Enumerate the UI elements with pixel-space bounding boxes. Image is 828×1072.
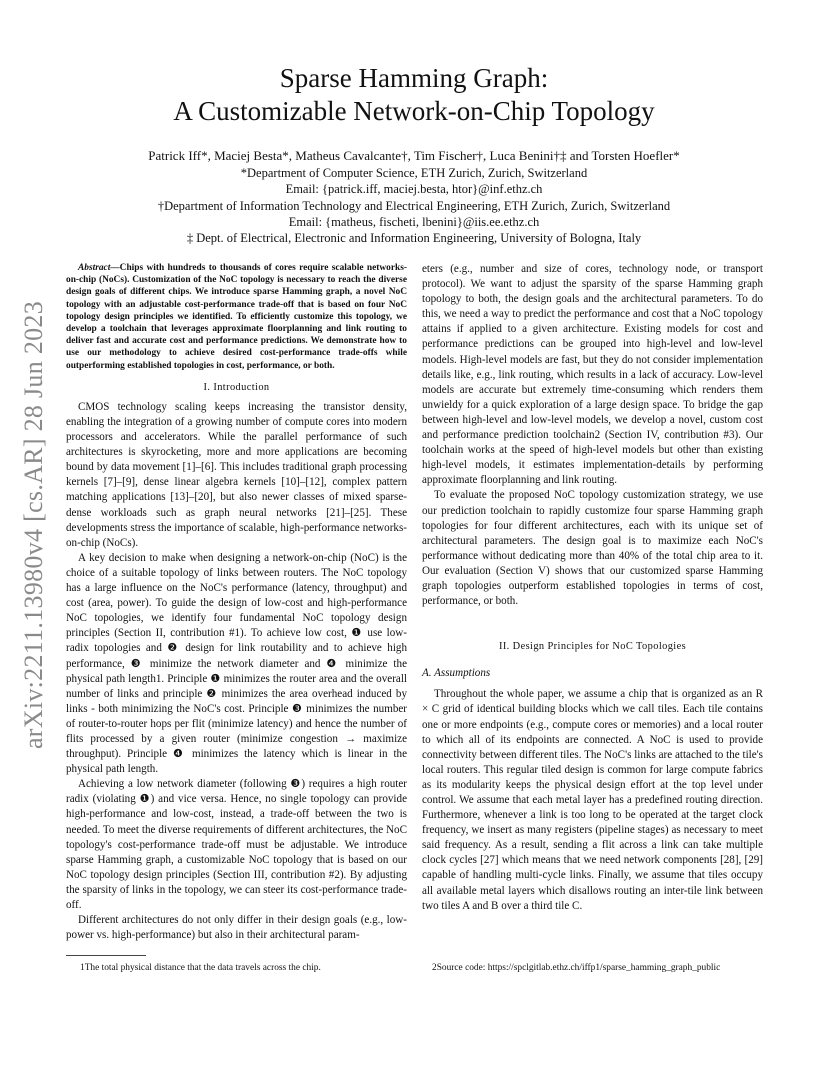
subsection-heading-assumptions: A. Assumptions (422, 667, 491, 680)
arxiv-identifier: arXiv:2211.13980v4 [cs.AR] 28 Jun 2023 (19, 300, 48, 750)
affiliation-2: †Department of Information Technology and Electrical Engineering, ETH Zurich, Zurich, Switzerland (157, 198, 671, 213)
footnote-1: 1The total physical distance that the data travels across the chip. (80, 963, 321, 973)
right-column (422, 262, 763, 914)
affiliation-3: ‡ Dept. of Electrical, Electronic and Information Engineering, University of Bologna, Italy (186, 231, 642, 246)
assumptions-paragraph: Throughout the whole paper, we assume a chip that is organized as an R × C grid of identical building blocks which we call tiles. Each tile contains one or more endpoints (e.g., compute cores or memories) and a local router to which all of its endpoints are connected. A NoC is used to provide connectivity between different tiles. The NoC's links are attached to the tile's local routers. This regular tiled design is common for large compute fabrics as its modularity keeps the physical design effort at the top level under control. We assume that each metal layer has a predefined routing direction. Furthermore, whenever a link is too long to be operated at the target clock frequency, we insert as many registers (pipeline stages) as necessary to meet said frequency. As a result, sending a flit across a link can take multiple clock cycles [27] which means that we need network components [28], [29] capable of handling multi-cycle links. Finally, we assume that tiles occupy all available metal layers which disallows routing an inter-tile link between two tiles A and B over a third tile C. (422, 688, 763, 912)
left-column (66, 262, 407, 943)
right-paragraph-2: To evaluate the proposed NoC topology customization strategy, we use our prediction toolchain to rapidly customize four sparse Hamming graph topologies for four different architectures, each with its unique set of architectural parameters. The design goal is to maximize each NoC's performance without dedicating more than 40% of the total chip area to it. Our evaluation (Section V) shows that our customized sparse Hamming graph topologies outperform established topologies in terms of cost, performance, or both. (422, 489, 763, 608)
author-block (60, 148, 768, 246)
title-line-2: A Customizable Network-on-Chip Topology (173, 96, 655, 126)
intro-paragraph-1: CMOS technology scaling keeps increasing the transistor density, enabling the integration of a growing number of compute cores into modern processors and accelerators. While the parallel performance of such architectures is skyrocketing, more and more applications are becoming bound by data movement [1]–[6]. This includes traditional graph processing kernels [7]–[9], dense linear algebra kernels [10]–[12], complex pattern matching applications [13]–[20], but also newer classes of mixed sparse-dense workloads such as graph neural networks [21]–[25]. These developments stress the importance of scalable, high-performance networks-on-chip (NoCs). (66, 400, 407, 549)
section-heading-design-principles: II. Design Principles for NoC Topologies (498, 641, 687, 653)
affiliation-1: *Department of Computer Science, ETH Zurich, Zurich, Switzerland (240, 166, 588, 181)
intro-paragraph-3: Achieving a low network diameter (following ❸) requires a high router radix (violating ❶) and vice versa. Hence, no single topology can provide high-performance and low-cost, instead, a trade-off between the two is needed. To meet the diverse requirements of different architectures, the NoC topology's cost-performance trade-off must be adjustable. We introduce sparse Hamming graph, a customizable NoC topology that is based on our NoC topology design principles (Section III, contribution #2). By adjusting the sparsity of links in the topology, we can steer its cost-performance trade-off. (66, 778, 407, 912)
arxiv-sidebar (14, 290, 54, 760)
title-line-1: Sparse Hamming Graph: (279, 63, 549, 93)
paper-title (70, 62, 758, 128)
right-paragraph-1: eters (e.g., number and size of cores, technology node, or transport protocol). We want to adjust the sparsity of the sparse Hamming graph topology to both, the design goals and the architectural parameters. To do this, we need a way to predict the performance and cost that a NoC topology attains if applied to a given architecture. Existing models for cost and performance predictions can be grouped into high-level and low-level models. High-level models are fast, but they do not consider implementation details like, e.g., link routing, which results in a lack of accuracy. Low-level models are accurate but extremely time-consuming which renders them unwieldy for a quick exploration of a large design space. To bridge the gap between high-level and low-level models, we develop a novel, custom cost and performance prediction toolchain2 (Section IV, contribution #3). Our toolchain works at the speed of high-level models but other than existing high-level models, it estimates implementation-details by performing approximate floorplanning and link routing. (422, 263, 763, 487)
email-2: Email: {matheus, fischeti, lbenini}@iis.ee.ethz.ch (288, 214, 540, 229)
footnote-2: 2Source code: https://spclgitlab.ethz.ch/iffp1/sparse_hamming_graph_public (432, 963, 721, 973)
author-names: Patrick Iff*, Maciej Besta*, Matheus Cavalcante†, Tim Fischer†, Luca Benini†‡ and Torsten Hoefler* (148, 148, 680, 163)
intro-paragraph-4: Different architectures do not only differ in their design goals (e.g., low-power vs. high-performance) but also in their architectural param- (66, 914, 407, 942)
abstract-label: Abstract (78, 263, 111, 273)
email-1: Email: {patrick.iff, maciej.besta, htor}@inf.ethz.ch (285, 182, 543, 197)
section-heading-introduction: I. Introduction (203, 381, 270, 393)
abstract (66, 262, 407, 372)
intro-paragraph-2: A key decision to make when designing a network-on-chip (NoC) is the choice of a suitable topology of links between routers. The NoC topology has a large influence on the NoC's performance (latency, throughput) and cost (area, power). To guide the design of low-cost and high-performance NoC topologies, we identify four fundamental NoC topology design principles (Section II, contribution #1). To achieve low cost, ❶ use low-radix topologies and ❷ design for link routability and to achieve high performance, ❸ minimize the network diameter and ❹ minimize the physical path length1. Principle ❶ minimizes the router area and the overall number of links and principle ❷ minimizes the area overhead induced by links - both minimizing the NoC's cost. Principle ❸ minimizes the number of router-to-router hops per flit (minimize latency) and hence the number of flits processed by a given router (minimize congestion → maximize throughput). Principle ❹ minimizes the latency which is linear in the physical path length. (66, 551, 407, 776)
footnote-rule (66, 955, 146, 956)
abstract-text: —Chips with hundreds to thousands of cores require scalable networks-on-chip (NoCs). Customization of the NoC topology is necessary to reach the diverse design goals of different chips. We introduce sparse Hamming graph, a novel NoC topology with an adjustable cost-performance trade-off that is based on four NoC topology design principles we identified. To efficiently customize this topology, we develop a toolchain that leverages approximate floorplanning and link routing to deliver fast and accurate cost and performance predictions. We demonstrate how to use our methodology to achieve desired cost-performance trade-offs while outperforming established topologies in cost, performance, or both. (66, 263, 407, 371)
